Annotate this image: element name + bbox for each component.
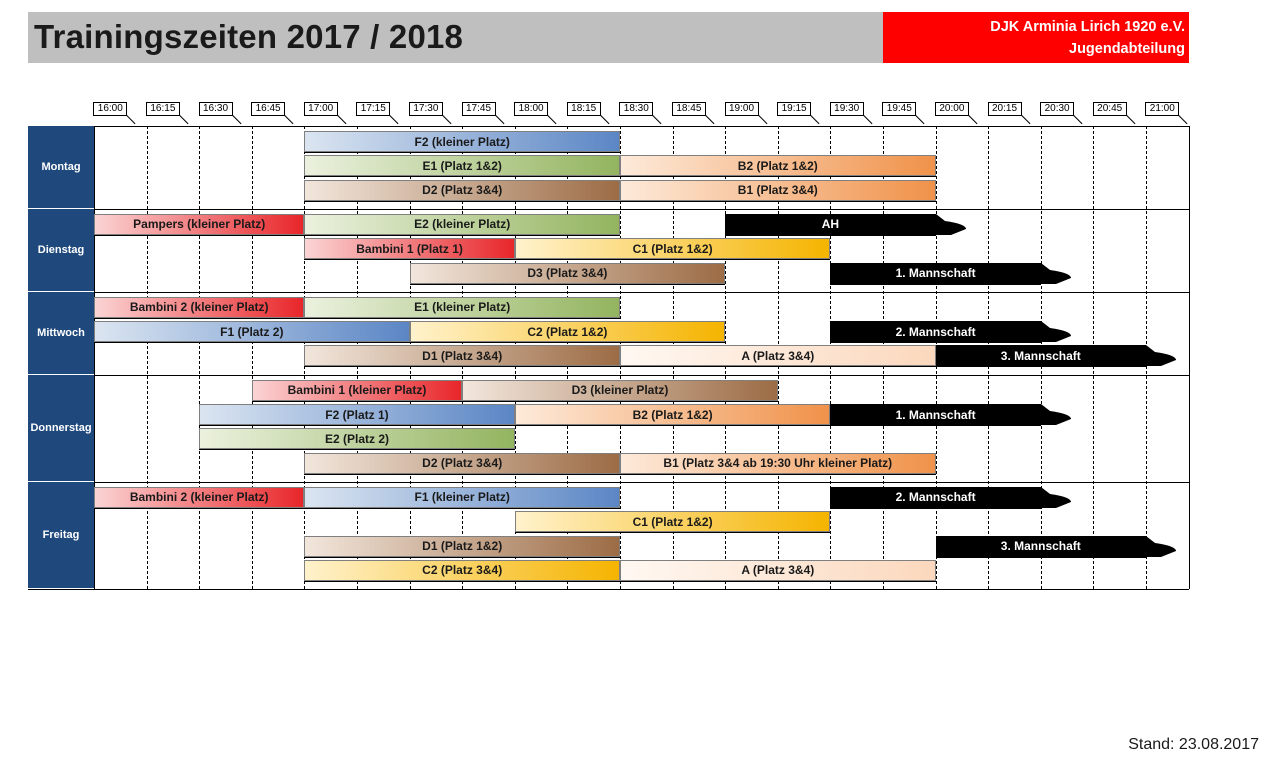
session-underline [252,401,462,402]
session-label: A (Platz 3&4) [741,348,815,363]
session-bar[interactable] [620,453,936,474]
session-label: C2 (Platz 1&2) [527,324,608,339]
grid-top-border [28,126,1189,127]
session-label: F1 (Platz 2) [220,324,284,339]
session-underline [515,425,831,426]
session-underline [830,342,1040,343]
session-bar[interactable] [304,238,514,259]
session-bar[interactable] [199,404,515,425]
grid-slot-line [199,126,200,589]
time-header-connector [495,115,504,124]
session-label: C1 (Platz 1&2) [632,241,713,256]
session-bar[interactable] [304,180,620,201]
time-header-cell: 16:00 [93,102,127,116]
club-department: Jugendabteilung [1069,41,1185,57]
time-header-cell: 18:15 [567,102,601,116]
time-header-cell: 21:00 [1145,102,1179,116]
session-label: E1 (kleiner Platz) [414,300,511,315]
session-bar[interactable] [830,321,1040,342]
session-label: D3 (kleiner Platz) [571,383,669,398]
time-header-connector [600,115,609,124]
time-header-cell: 20:00 [935,102,969,116]
session-bar[interactable] [725,214,935,235]
session-label: D1 (Platz 1&2) [422,539,503,553]
day-label-freitag: Freitag [28,482,94,589]
grid-right-border [1189,126,1190,589]
session-underline [830,508,1040,509]
session-bar[interactable] [304,345,620,366]
time-header-cell: 20:45 [1093,102,1127,116]
time-header-connector [916,115,925,124]
time-header-connector [758,115,767,124]
session-label: 3. Mannschaft [1000,348,1081,363]
time-header-cell: 16:15 [146,102,180,116]
session-bar[interactable] [410,321,726,342]
session-label: D2 (Platz 3&4) [422,456,503,471]
session-underline [94,235,304,236]
time-header-connector [863,115,872,124]
time-header-cell: 19:30 [830,102,864,116]
session-underline [304,508,620,509]
session-underline [830,425,1040,426]
session-bar[interactable] [252,380,462,401]
session-underline [94,342,410,343]
session-underline [304,366,620,367]
session-underline [304,259,514,260]
club-name: DJK Arminia Lirich 1920 e.V. [990,19,1185,35]
session-bar[interactable] [936,345,1146,366]
session-underline [304,474,620,475]
session-bar[interactable] [304,487,620,508]
session-label: C2 (Platz 3&4) [422,563,503,578]
session-label: F2 (kleiner Platz) [414,134,510,149]
time-header-cell: 17:15 [356,102,390,116]
day-separator [28,589,1189,590]
session-label: Bambini 2 (kleiner Platz) [129,300,269,315]
session-label: Pampers (kleiner Platz) [133,217,266,232]
arrow-tip-icon [1041,321,1071,342]
session-underline [936,366,1146,367]
session-label: 2. Mannschaft [895,490,976,505]
grid-day-column-border [94,126,95,589]
session-label: E2 (kleiner Platz) [414,217,511,232]
time-header-connector [1179,115,1188,124]
time-header-cell: 18:00 [514,102,548,116]
session-underline [199,449,515,450]
time-header-cell: 17:45 [462,102,496,116]
session-bar[interactable] [199,428,515,449]
session-label: 1. Mannschaft [895,407,976,422]
time-header-connector [705,115,714,124]
arrow-tip-icon [1041,487,1071,508]
session-bar[interactable] [515,511,831,532]
session-label: E2 (Platz 2) [324,431,389,446]
session-underline [304,152,620,153]
time-header-connector [442,115,451,124]
time-header-connector [968,115,977,124]
arrow-tip-icon [1146,345,1176,366]
session-underline [620,474,936,475]
time-header-connector [232,115,241,124]
session-underline [304,557,620,558]
time-header-cell: 16:45 [251,102,285,116]
day-separator [28,292,1189,293]
time-header-cell: 20:30 [1040,102,1074,116]
time-header-connector [1021,115,1030,124]
time-header-connector [337,115,346,124]
session-underline [410,342,726,343]
arrow-tip-icon [1146,536,1176,557]
session-underline [94,508,304,509]
session-label: B2 (Platz 1&2) [737,158,818,173]
time-header-connector [127,115,136,124]
session-underline [620,581,936,582]
time-header-cell: 19:15 [777,102,811,116]
session-bar[interactable] [620,345,936,366]
session-label: D2 (Platz 3&4) [422,183,503,198]
time-header-cell: 19:00 [725,102,759,116]
session-label: F2 (Platz 1) [325,407,389,422]
session-bar[interactable] [94,487,304,508]
session-underline [515,259,831,260]
time-header-cell: 20:15 [988,102,1022,116]
grid-slot-line [147,126,148,589]
session-bar[interactable] [830,404,1040,425]
session-bar[interactable] [830,263,1040,284]
session-bar[interactable] [94,297,304,318]
session-label: B2 (Platz 1&2) [632,407,713,422]
time-header-connector [547,115,556,124]
session-underline [304,235,620,236]
time-header-cell: 16:30 [199,102,233,116]
time-header-connector [179,115,188,124]
time-header-cell: 18:45 [672,102,706,116]
session-underline [830,284,1040,285]
time-header-cell: 17:00 [304,102,338,116]
session-label: Bambini 1 (kleiner Platz) [287,383,427,398]
session-bar[interactable] [94,321,410,342]
session-label: D1 (Platz 3&4) [422,348,503,363]
session-label: C1 (Platz 1&2) [632,514,713,529]
session-label: 3. Mannschaft [1000,539,1081,553]
session-bar[interactable] [620,180,936,201]
page-title: Trainingszeiten 2017 / 2018 [34,18,464,55]
session-underline [410,284,726,285]
session-underline [620,176,936,177]
session-underline [304,581,620,582]
session-underline [304,201,620,202]
session-bar[interactable] [304,131,620,152]
stand-date: Stand: 23.08.2017 [1128,736,1259,753]
session-label: B1 (Platz 3&4 ab 19:30 Uhr kleiner Platz) [663,456,893,471]
arrow-tip-icon [936,214,966,235]
day-separator [28,209,1189,210]
session-bar[interactable] [94,214,304,235]
session-underline [199,425,515,426]
day-separator [28,482,1189,483]
session-bar[interactable] [410,263,726,284]
session-underline [94,318,304,319]
arrow-tip-icon [1041,263,1071,284]
time-header-connector [653,115,662,124]
session-underline [515,532,831,533]
session-underline [620,366,936,367]
time-header-connector [810,115,819,124]
session-bar[interactable] [830,487,1040,508]
session-bar[interactable] [515,404,831,425]
session-underline [936,557,1146,558]
day-label-montag: Montag [28,126,94,209]
time-header-cell: 17:30 [409,102,443,116]
time-header-connector [390,115,399,124]
session-label: Bambini 1 (Platz 1) [356,241,463,256]
session-label: 1. Mannschaft [895,266,976,280]
time-header-connector [1126,115,1135,124]
time-header-cell: 18:30 [619,102,653,116]
arrow-tip-icon [1041,404,1071,425]
day-label-donnerstag: Donnerstag [28,375,94,482]
grid-slot-line [252,126,253,589]
session-label: B1 (Platz 3&4) [737,183,818,198]
session-label: D3 (Platz 3&4) [527,266,608,280]
session-label: F1 (kleiner Platz) [414,490,510,505]
session-label: E1 (Platz 1&2) [422,158,502,173]
session-bar[interactable] [304,214,620,235]
session-underline [304,176,620,177]
time-header-connector [1073,115,1082,124]
session-label: Bambini 2 (kleiner Platz) [129,490,269,505]
session-bar[interactable] [304,536,620,557]
session-bar[interactable] [620,155,936,176]
day-label-dienstag: Dienstag [28,209,94,292]
session-bar[interactable] [462,380,778,401]
session-underline [304,318,620,319]
day-separator [28,375,1189,376]
time-header-connector [284,115,293,124]
day-label-mittwoch: Mittwoch [28,292,94,375]
session-label: AH [821,217,840,232]
session-bar[interactable] [304,155,620,176]
session-bar[interactable] [620,560,936,581]
session-underline [462,401,778,402]
session-label: A (Platz 3&4) [741,563,815,578]
session-bar[interactable] [304,453,620,474]
session-label: 2. Mannschaft [895,324,976,339]
session-underline [620,201,936,202]
session-bar[interactable] [304,297,620,318]
session-bar[interactable] [936,536,1146,557]
session-underline [725,235,935,236]
session-bar[interactable] [304,560,620,581]
time-header-cell: 19:45 [882,102,916,116]
session-bar[interactable] [515,238,831,259]
